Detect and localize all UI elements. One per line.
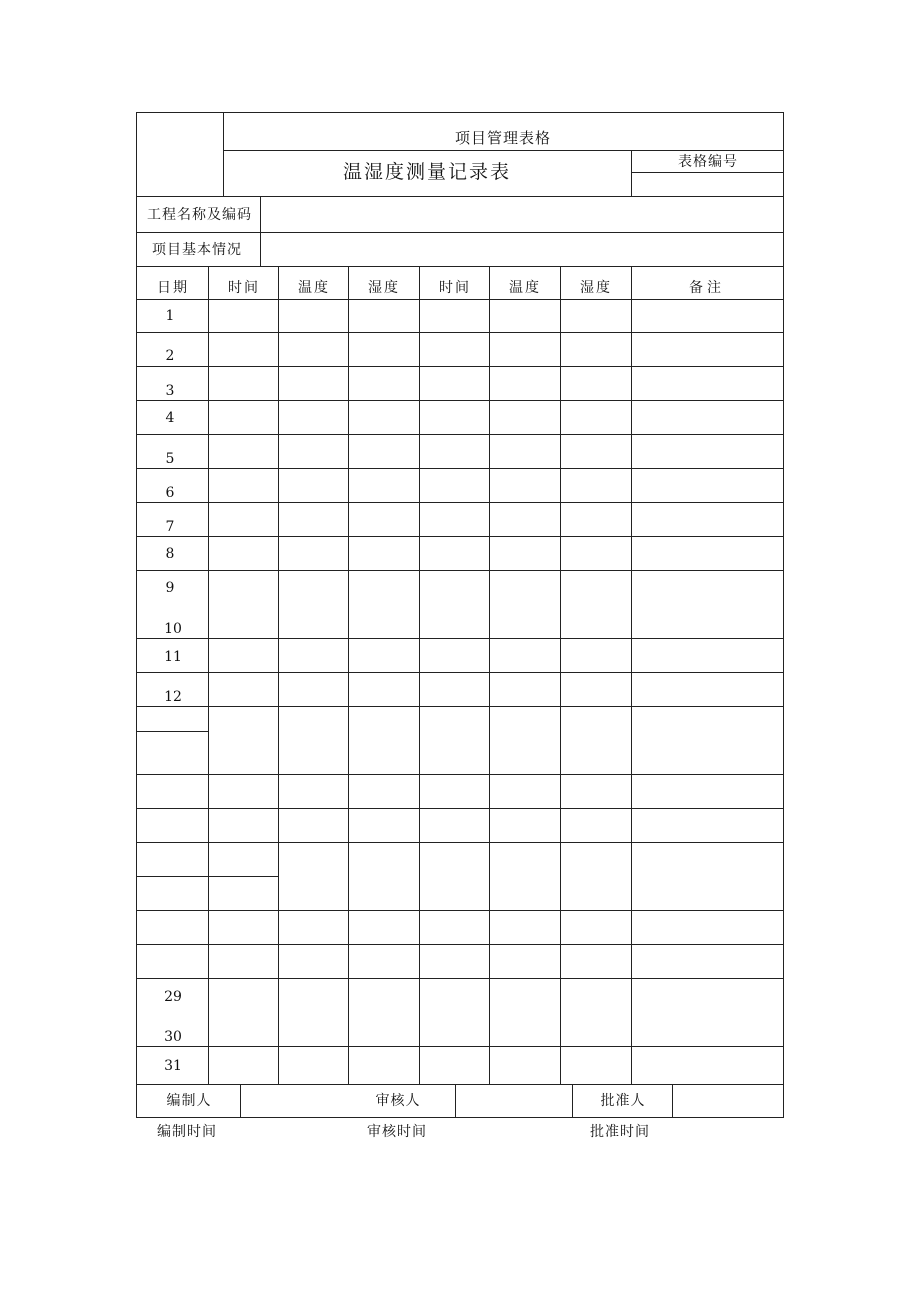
approve-time-label: 批准时间 bbox=[590, 1124, 650, 1140]
day-label: 12 bbox=[164, 689, 182, 705]
day-label: 11 bbox=[164, 649, 182, 665]
day-label: 8 bbox=[165, 546, 175, 562]
col-header-temp-2: 温度 bbox=[509, 280, 541, 296]
compiler-field[interactable] bbox=[241, 1085, 351, 1117]
review-time-label: 审核时间 bbox=[367, 1124, 427, 1140]
day-label: 6 bbox=[165, 485, 175, 501]
compiler-label: 编制人 bbox=[166, 1093, 212, 1109]
col-header-date: 日期 bbox=[157, 280, 189, 296]
project-basic-field[interactable] bbox=[261, 233, 783, 266]
col-header-temp-1: 温度 bbox=[298, 280, 330, 296]
day-label: 31 bbox=[164, 1058, 182, 1074]
compile-time-label: 编制时间 bbox=[157, 1124, 217, 1140]
col-header-time-2: 时间 bbox=[439, 280, 471, 296]
form-number-label: 表格编号 bbox=[678, 154, 738, 170]
reviewer-label: 审核人 bbox=[375, 1093, 421, 1109]
col-header-time-1: 时间 bbox=[228, 280, 260, 296]
col-header-humidity-2: 湿度 bbox=[580, 280, 612, 296]
day-label: 5 bbox=[165, 451, 175, 467]
col-header-remarks: 备注 bbox=[689, 280, 725, 296]
project-name-label: 工程名称及编码 bbox=[147, 207, 252, 223]
approver-field[interactable] bbox=[673, 1085, 783, 1117]
day-label: 29 bbox=[164, 989, 182, 1005]
day-label: 1 bbox=[165, 308, 175, 324]
approver-label: 批准人 bbox=[600, 1093, 646, 1109]
project-name-field[interactable] bbox=[261, 197, 783, 232]
form-title: 温湿度测量记录表 bbox=[342, 161, 512, 183]
project-basic-label: 项目基本情况 bbox=[152, 242, 242, 258]
day-label: 10 bbox=[164, 621, 182, 637]
day-label: 2 bbox=[165, 348, 175, 364]
day-label: 7 bbox=[165, 519, 175, 535]
col-header-humidity-1: 湿度 bbox=[368, 280, 400, 296]
logo-box bbox=[137, 113, 223, 197]
day-label: 4 bbox=[165, 410, 175, 426]
day-label: 3 bbox=[165, 383, 175, 399]
day-label: 30 bbox=[164, 1029, 182, 1045]
form-number-field[interactable] bbox=[632, 173, 783, 196]
day-label: 9 bbox=[165, 580, 175, 596]
reviewer-field[interactable] bbox=[456, 1085, 572, 1117]
org-title: 项目管理表格 bbox=[454, 129, 552, 147]
